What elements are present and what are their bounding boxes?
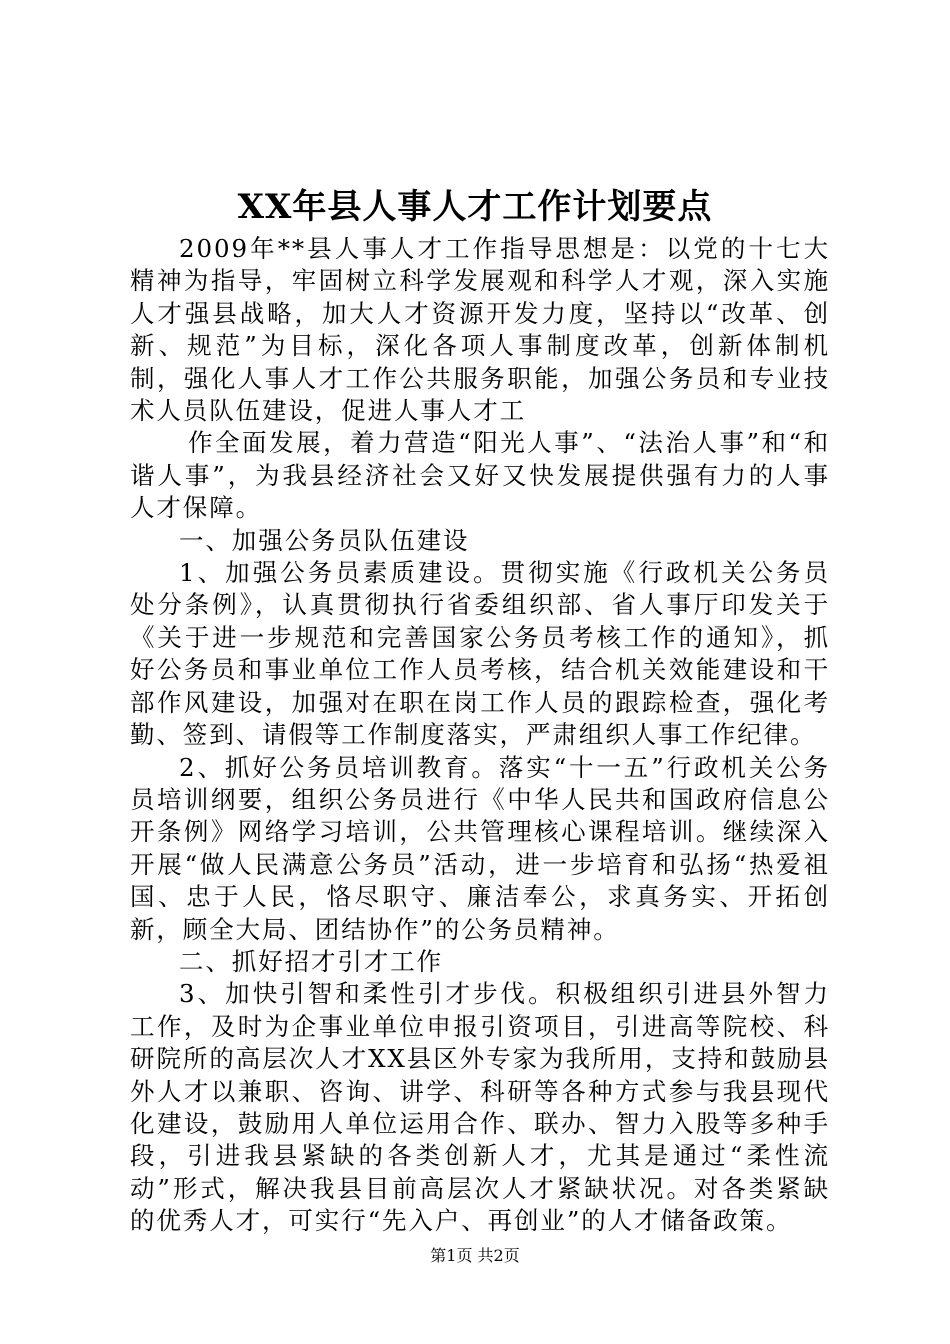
- document-title: XX年县人事人才工作计划要点: [237, 187, 713, 227]
- document-body: [130, 233, 830, 1238]
- paragraph-item-3: 3、加快引智和柔性引才步伐。积极组织引进县外智力工作，及时为企事业单位申报引资项目，引进高等院校、科研院所的高层次人才XX县区外专家为我所用，支持和鼓励县外人才以兼职、咨询、讲学、科研等各种方式参与我县现代化建设，鼓励用人单位运用合作、联办、智力入股等多种手段，引进我县紧缺的各类创新人才，尤其是通过“柔性流动”形式，解决我县目前高层次人才紧缺状况。对各类紧缺的优秀人才，可实行“先入户、再创业”的人才储备政策。: [130, 979, 830, 1236]
- page-footer: 第1页 共2页: [430, 1246, 520, 1265]
- paragraph-guiding-thought-continued: 作全面发展，着力营造“阳光人事”、“法治人事”和“和谐人事”，为我县经济社会又好又快发展提供强有力的人事人才保障。: [130, 428, 830, 523]
- section-heading-civil-servants: 一、加强公务员队伍建设: [179, 525, 470, 555]
- paragraph-item-2: 2、抓好公务员培训教育。落实“十一五”行政机关公务员培训纲要，组织公务员进行《中华人民共和国政府信息公开条例》网络学习培训，公共管理核心课程培训。继续深入开展“做人民满意公务员”活动，进一步培育和弘扬“热爱祖国、忠于人民，恪尽职守、廉洁奉公，求真务实、开拓创新，顾全大局、团结协作”的公务员精神。: [130, 752, 830, 944]
- paragraph-guiding-thought: 2009年**县人事人才工作指导思想是：以党的十七大精神为指导，牢固树立科学发展观和科学人才观，深入实施人才强县战略，加大人才资源开发力度，坚持以“改革、创新、规范”为目标，深化各项人事制度改革，创新体制机制，强化人事人才工作公共服务职能，加强公务员和专业技术人员队伍建设，促进人事人才工: [130, 234, 830, 426]
- section-heading-talent-recruitment: 二、抓好招才引才工作: [179, 946, 443, 976]
- paragraph-item-1: 1、加强公务员素质建设。贯彻实施《行政机关公务员处分条例》，认真贯彻执行省委组织部、省人事厅印发关于《关于进一步规范和完善国家公务员考核工作的通知》，抓好公务员和事业单位工作人员考核，结合机关效能建设和干部作风建设，加强对在职在岗工作人员的跟踪检查，强化考勤、签到、请假等工作制度落实，严肃组织人事工作纪律。: [130, 558, 830, 750]
